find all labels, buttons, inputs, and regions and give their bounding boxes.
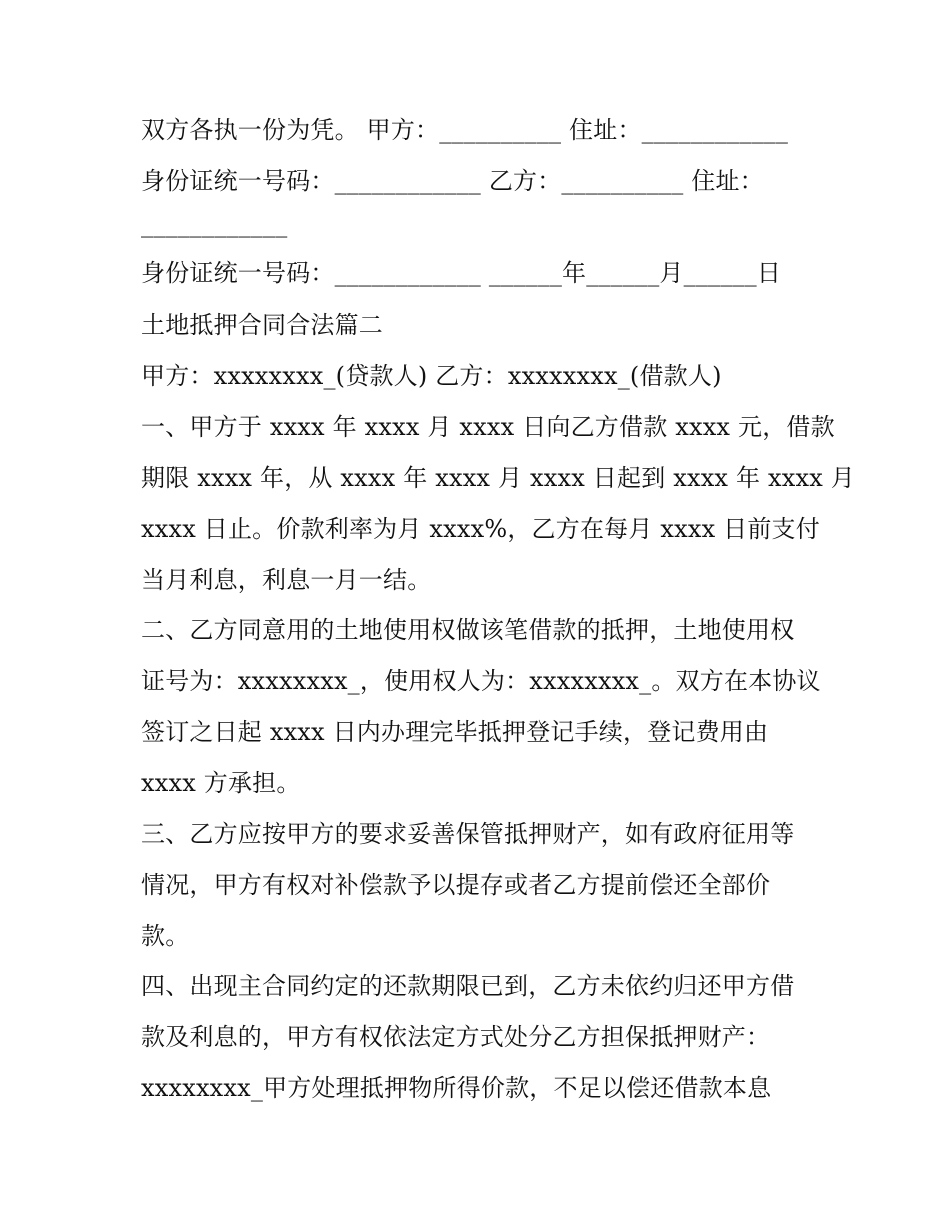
text-line: 双方各执一份为凭。 甲方：__________ 住址：____________ [141, 116, 789, 144]
text-line: 一、甲方于 xxxx 年 xxxx 月 xxxx 日向乙方借款 xxxx 元，借款 [141, 413, 835, 441]
text-line: 二、乙方同意用的土地使用权做该笔借款的抵押，土地使用权 [141, 616, 795, 644]
text-line: 身份证统一号码：____________ ______年______月______日 [141, 259, 782, 287]
text-line: 款及利息的，甲方有权依法定方式处分乙方担保抵押财产： [141, 1023, 771, 1051]
text-line: xxxx 方承担。 [141, 769, 301, 797]
text-line: 当月利息，利息一月一结。 [141, 566, 432, 594]
text-line: xxxx 日止。价款利率为月 xxxx%，乙方在每月 xxxx 日前支付 [141, 515, 820, 543]
text-line: 证号为：xxxxxxxx_，使用权人为：xxxxxxxx_。双方在本协议 [141, 667, 821, 695]
text-line: 三、乙方应按甲方的要求妥善保管抵押财产，如有政府征用等 [141, 820, 795, 848]
text-line: 身份证统一号码：____________ 乙方：__________ 住址： [141, 167, 764, 195]
text-line: 签订之日起 xxxx 日内办理完毕抵押登记手续，登记费用由 [141, 718, 769, 746]
text-line: xxxxxxxx_甲方处理抵押物所得价款，不足以偿还借款本息 [141, 1074, 772, 1102]
text-line: 甲方：xxxxxxxx_(贷款人) 乙方：xxxxxxxx_(借款人) [141, 362, 722, 390]
text-line: 款。 [141, 922, 190, 950]
section-heading: 土地抵押合同合法篇二 [141, 311, 383, 339]
text-line: 情况，甲方有权对补偿款予以提存或者乙方提前偿还全部价 [141, 871, 771, 899]
text-line: 期限 xxxx 年，从 xxxx 年 xxxx 月 xxxx 日起到 xxxx 年 xxxx 月 [141, 464, 855, 492]
text-line: 四、出现主合同约定的还款期限已到，乙方未依约归还甲方借 [141, 972, 795, 1000]
text-line: ____________ [141, 210, 288, 238]
